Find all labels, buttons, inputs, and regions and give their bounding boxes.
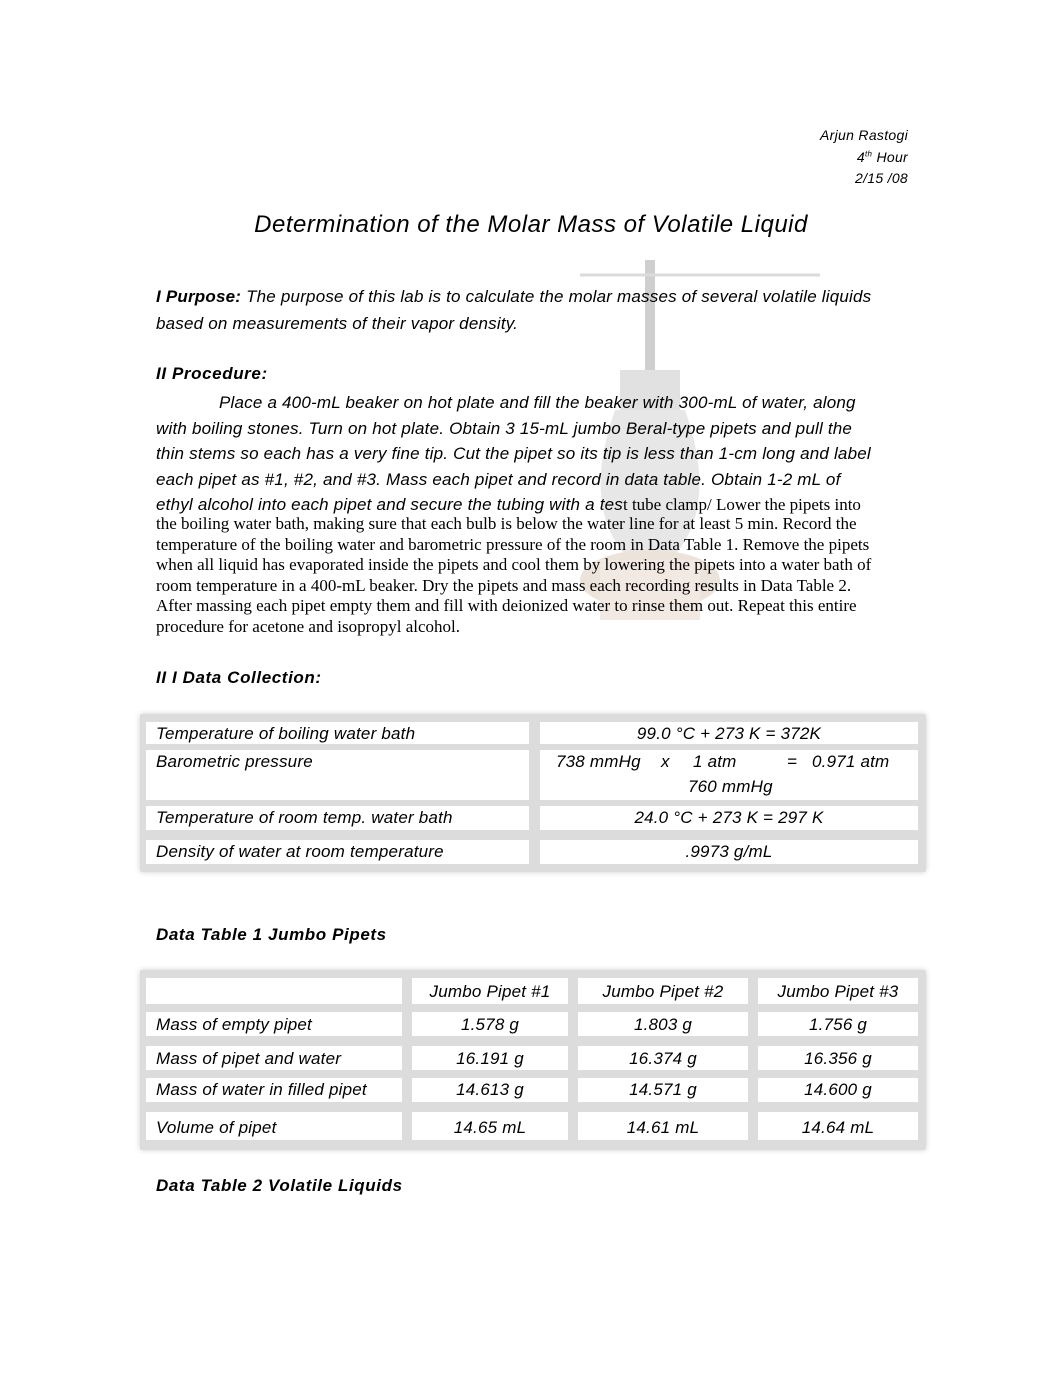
procedure-line-italic-part: ethyl alcohol into each pipet and secure the tubing with a tes xyxy=(156,495,623,514)
table-cell: 16.191 g xyxy=(456,1049,524,1068)
hour-word: Hour xyxy=(876,149,908,165)
table-cell: 14.613 g xyxy=(456,1080,524,1099)
procedure-line: temperature of the boiling water and barometric pressure of the room in Data Table 1. Remove the pipets xyxy=(156,534,870,554)
procedure-line-serif-part: t tube clamp/ Lower the pipets into xyxy=(622,495,861,514)
table-cell: 14.64 mL xyxy=(801,1118,875,1137)
hour-number: 4 xyxy=(856,149,865,165)
data-collection-table xyxy=(140,714,926,872)
table-cell: 14.571 g xyxy=(629,1080,697,1099)
page-title: Determination of the Molar Mass of Volatile Liquid xyxy=(254,211,808,238)
table-cell: 1.578 g xyxy=(460,1015,520,1034)
purpose-text-1: The purpose of this lab is to calculate the molar masses of several volatile liquids xyxy=(246,287,872,306)
class-hour xyxy=(857,149,908,165)
table1-heading: Data Table 1 Jumbo Pipets xyxy=(156,925,387,944)
table-cell: 1.803 g xyxy=(633,1015,693,1034)
jumbo-pipets-table xyxy=(140,970,926,1150)
purpose-line-1 xyxy=(156,283,916,310)
procedure-line: each pipet as #1, #2, and #3. Mass each pipet and record in data table. Obtain 1-2 mL of xyxy=(156,469,841,489)
column-header: Jumbo Pipet #2 xyxy=(602,982,724,1001)
table-cell: 1.756 g xyxy=(808,1015,868,1034)
table2-heading: Data Table 2 Volatile Liquids xyxy=(156,1176,403,1195)
row-label: Density of water at room temperature xyxy=(156,842,444,861)
row-value: .9973 g/mL xyxy=(685,842,773,861)
pressure-mmhg: 738 mmHg xyxy=(556,752,641,771)
report-date: 2/15 /08 xyxy=(855,170,908,186)
table-cell: 16.374 g xyxy=(629,1049,697,1068)
procedure-line: After massing each pipet empty them and fill with deionized water to rinse them out. Repeat this entire xyxy=(156,596,857,615)
procedure-line: when all liquid has evaporated inside the pipets and cool them by lowering the pipets into a water bath of xyxy=(156,555,872,574)
data-collection-heading: II I Data Collection: xyxy=(156,668,322,687)
table-cell: 16.356 g xyxy=(804,1049,872,1068)
row-value: 99.0 °C + 273 K = 372K xyxy=(636,724,822,743)
pressure-times: x xyxy=(661,752,670,771)
procedure-line: procedure for acetone and isopropyl alcohol. xyxy=(156,616,460,636)
column-header: Jumbo Pipet #1 xyxy=(429,982,551,1001)
row-value: 24.0 °C + 273 K = 297 K xyxy=(634,808,824,827)
row-label: Volume of pipet xyxy=(156,1118,277,1137)
pressure-result: 0.971 atm xyxy=(812,752,890,771)
procedure-heading: II Procedure: xyxy=(156,364,268,383)
procedure-serif-block xyxy=(156,514,916,637)
procedure-line: the boiling water bath, making sure that each bulb is below the water line for at least 5 min. Record the xyxy=(156,514,857,533)
purpose-text-2: based on measurements of their vapor density. xyxy=(156,314,519,333)
procedure-line: room temperature in a 400-mL beaker. Dry the pipets and mass each recording results in Data Table 2. xyxy=(156,575,852,595)
row-label: Temperature of room temp. water bath xyxy=(156,808,453,827)
author-name: Arjun Rastogi xyxy=(820,127,908,143)
pressure-denominator: 760 mmHg xyxy=(688,777,773,796)
row-label: Mass of empty pipet xyxy=(156,1015,312,1034)
row-label: Mass of pipet and water xyxy=(156,1049,342,1068)
table-cell: 14.65 mL xyxy=(453,1118,527,1137)
procedure-italic-block xyxy=(156,390,916,518)
pressure-atm: 1 atm xyxy=(693,752,737,771)
table-cell: 14.61 mL xyxy=(626,1118,700,1137)
table-cell: 14.600 g xyxy=(804,1080,872,1099)
pressure-equals: = xyxy=(787,752,798,771)
row-label: Mass of water in filled pipet xyxy=(156,1080,367,1099)
row-label: Barometric pressure xyxy=(156,752,313,771)
procedure-line: Place a 400-mL beaker on hot plate and fill the beaker with 300-mL of water, along xyxy=(219,393,856,412)
hour-suffix: th xyxy=(864,149,873,159)
row-label: Temperature of boiling water bath xyxy=(156,724,416,743)
procedure-line: with boiling stones. Turn on hot plate. Obtain 3 15-mL jumbo Beral-type pipets and pull the xyxy=(156,418,853,438)
procedure-line: thin stems so each has a very fine tip. Cut the pipet so its tip is less than 1-cm long and label xyxy=(156,444,871,463)
purpose-label: I Purpose: xyxy=(156,287,242,306)
column-header: Jumbo Pipet #3 xyxy=(777,982,899,1001)
